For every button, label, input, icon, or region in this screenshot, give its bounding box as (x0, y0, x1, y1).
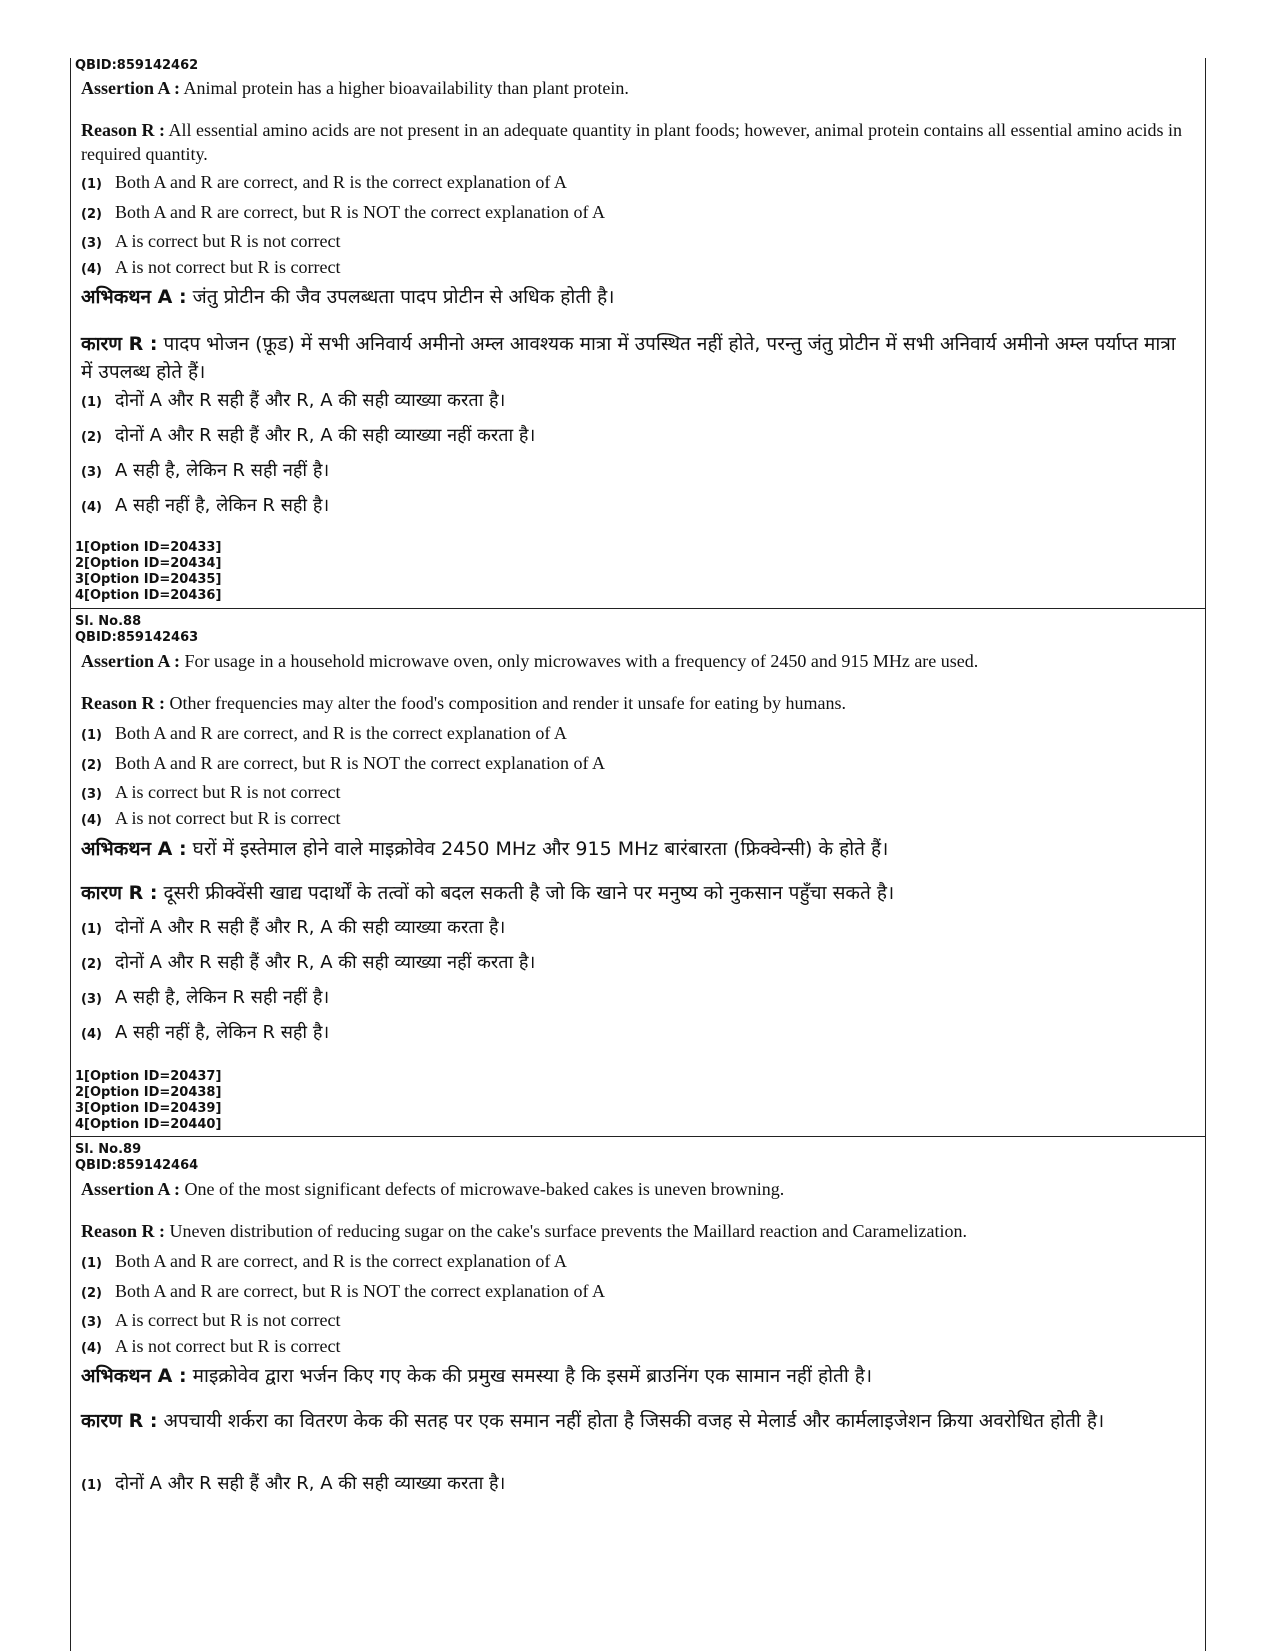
assertion-text-hi: माइक्रोवेव द्वारा भर्जन किए गए केक की प्रमुख समस्या है कि इसमें ब्राउनिंग एक सामान नहीं होती है। (192, 1365, 873, 1387)
option-hi-1: (1) दोनों A और R सही हैं और R, A की सही व्याख्या करता है। (81, 1473, 506, 1494)
qbid: QBID:859142462 (75, 58, 199, 73)
reason-label: Reason R : (81, 1221, 165, 1241)
option-id: 4[Option ID=20436] (75, 588, 222, 603)
option-en-2: (2) Both A and R are correct, but R is NOT the correct explanation of A (81, 202, 606, 222)
assertion-text: One of the most significant defects of microwave-baked cakes is uneven browning. (184, 1179, 785, 1199)
reason-hi (81, 879, 1185, 907)
option-id: 2[Option ID=20434] (75, 556, 222, 571)
assertion-hi (81, 283, 1185, 311)
option-en-2: (2) Both A and R are correct, but R is NOT the correct explanation of A (81, 1281, 606, 1301)
assertion-label-hi: अभिकथन A : (81, 1365, 187, 1387)
option-hi-4: (4) A सही नहीं है, लेकिन R सही है। (81, 1022, 330, 1043)
question-block-2 (71, 608, 1205, 1137)
reason-label-hi: कारण R : (81, 1410, 158, 1432)
option-hi-2: (2) दोनों A और R सही हैं और R, A की सही व्याख्या नहीं करता है। (81, 952, 536, 973)
reason-label-hi: कारण R : (81, 882, 158, 904)
assertion-label-hi: अभिकथन A : (81, 286, 187, 308)
option-id: 2[Option ID=20438] (75, 1085, 222, 1100)
reason-en (81, 118, 1185, 166)
assertion-label-hi: अभिकथन A : (81, 838, 187, 860)
question-block-1 (71, 58, 1205, 608)
reason-text: Other frequencies may alter the food's composition and render it unsafe for eating by humans. (169, 693, 847, 713)
option-hi-1: (1) दोनों A और R सही हैं और R, A की सही व्याख्या करता है। (81, 390, 506, 411)
option-en-2: (2) Both A and R are correct, but R is NOT the correct explanation of A (81, 753, 606, 773)
serial-number: Sl. No.88 (75, 614, 142, 629)
assertion-text: For usage in a household microwave oven, only microwaves with a frequency of 2450 and 915 MHz are used. (184, 651, 979, 671)
option-id: 3[Option ID=20435] (75, 572, 222, 587)
reason-label: Reason R : (81, 693, 165, 713)
assertion-label: Assertion A : (81, 1179, 180, 1199)
reason-text-hi: अपचायी शर्करा का वितरण केक की सतह पर एक समान नहीं होता है जिसकी वजह से मेलार्ड और कार्मलाइजेशन क्रिया अवरोधित होती है। (163, 1410, 1105, 1432)
assertion-en (81, 649, 1185, 673)
option-en-4: (4) A is not correct but R is correct (81, 808, 341, 828)
assertion-label: Assertion A : (81, 78, 180, 98)
assertion-label: Assertion A : (81, 651, 180, 671)
option-en-3: (3) A is correct but R is not correct (81, 231, 341, 251)
assertion-text-hi: जंतु प्रोटीन की जैव उपलब्धता पादप प्रोटीन से अधिक होती है। (192, 286, 615, 308)
option-id: 4[Option ID=20440] (75, 1117, 222, 1132)
option-id: 1[Option ID=20433] (75, 540, 222, 555)
reason-en (81, 691, 1185, 715)
assertion-text-hi: घरों में इस्तेमाल होने वाले माइक्रोवेव 2450 MHz और 915 MHz बारंबारता (फ्रिक्वेन्सी) के होते हैं। (192, 838, 889, 860)
question-block-3 (71, 1136, 1205, 1652)
option-hi-4: (4) A सही नहीं है, लेकिन R सही है। (81, 495, 330, 516)
assertion-en (81, 1177, 1185, 1201)
option-en-1: (1) Both A and R are correct, and R is the correct explanation of A (81, 1251, 567, 1271)
option-id: 3[Option ID=20439] (75, 1101, 222, 1116)
option-hi-2: (2) दोनों A और R सही हैं और R, A की सही व्याख्या नहीं करता है। (81, 425, 536, 446)
qbid: QBID:859142464 (75, 1158, 199, 1173)
option-hi-3: (3) A सही है, लेकिन R सही नहीं है। (81, 460, 330, 481)
option-en-1: (1) Both A and R are correct, and R is the correct explanation of A (81, 723, 567, 743)
option-en-3: (3) A is correct but R is not correct (81, 1310, 341, 1330)
reason-hi (81, 1407, 1185, 1435)
reason-text-hi: पादप भोजन (फ़ूड) में सभी अनिवार्य अमीनो अम्ल आवश्यक मात्रा में उपस्थित नहीं होते, परन्तु जंतु प्रोटीन में सभी अनिवार्य अमीनो अम्ल पर्याप्त मात्रा में उपलब्ध होते हैं। (81, 333, 1176, 383)
assertion-text: Animal protein has a higher bioavailability than plant protein. (183, 78, 629, 98)
option-en-1: (1) Both A and R are correct, and R is the correct explanation of A (81, 172, 567, 192)
assertion-hi (81, 1362, 1185, 1390)
option-id-list (75, 540, 221, 604)
option-en-3: (3) A is correct but R is not correct (81, 782, 341, 802)
assertion-hi (81, 835, 1185, 863)
serial-number: Sl. No.89 (75, 1142, 142, 1157)
option-hi-1: (1) दोनों A और R सही हैं और R, A की सही व्याख्या करता है। (81, 917, 506, 938)
option-en-4: (4) A is not correct but R is correct (81, 257, 341, 277)
reason-text: Uneven distribution of reducing sugar on the cake's surface prevents the Maillard reaction and Caramelization. (169, 1221, 967, 1241)
reason-text: All essential amino acids are not present in an adequate quantity in plant foods; however, animal protein contains all essential amino acids in required quantity. (81, 120, 1183, 164)
page-frame (70, 58, 1206, 1651)
reason-hi (81, 330, 1185, 386)
option-id: 1[Option ID=20437] (75, 1069, 222, 1084)
option-hi-3: (3) A सही है, लेकिन R सही नहीं है। (81, 987, 330, 1008)
assertion-en (81, 76, 1185, 100)
reason-text-hi: दूसरी फ्रीक्वेंसी खाद्य पदार्थों के तत्वों को बदल सकती है जो कि खाने पर मनुष्य को नुकसान पहुँचा सकते है। (163, 882, 895, 904)
reason-label-hi: कारण R : (81, 333, 158, 355)
option-id-list (75, 1069, 221, 1133)
qbid: QBID:859142463 (75, 630, 199, 645)
reason-en (81, 1219, 1185, 1243)
reason-label: Reason R : (81, 120, 165, 140)
option-en-4: (4) A is not correct but R is correct (81, 1336, 341, 1356)
